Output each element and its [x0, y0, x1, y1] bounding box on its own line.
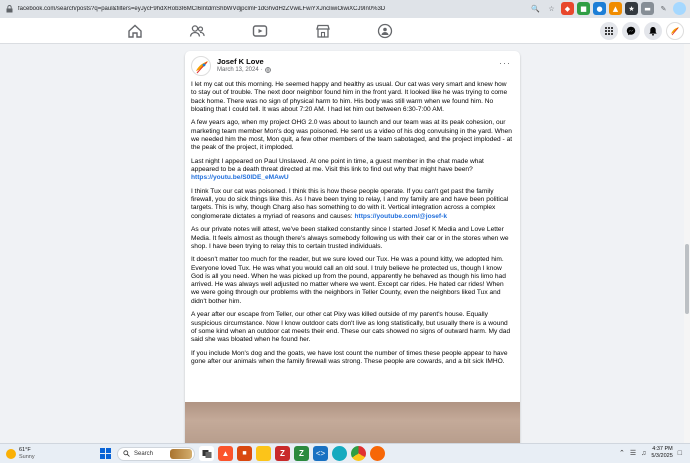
scrollbar-thumb[interactable] [685, 244, 689, 314]
video-icon[interactable] [252, 23, 268, 39]
vscode-icon[interactable]: <> [313, 446, 328, 461]
taskbar-search-box[interactable] [117, 447, 195, 461]
profile-avatar[interactable] [666, 22, 684, 40]
file-explorer-icon[interactable] [256, 446, 271, 461]
marketplace-icon[interactable] [315, 23, 331, 39]
weather-temp: 61°F [19, 447, 31, 453]
post-header [191, 56, 511, 78]
post-paragraph: A few years ago, when my project OHG 2.0 was about to launch and our team was at its peak cohesion, our marketing team member Mon's dog was poisoned. He sent us a video of his dog convulsing in the yard. When we needed him the most, Mon quit, a few other members of the team sabotaged, and the project imploded - at the peak of the project, it imploded. [191, 119, 513, 152]
clock-time: 4:37 PM [652, 446, 673, 452]
clock-date: 5/3/2025 [651, 453, 673, 459]
post-date-text[interactable]: March 13, 2024 [217, 67, 259, 73]
friends-icon[interactable] [189, 23, 205, 39]
globe-icon [265, 67, 271, 73]
facebook-nav-bar [0, 18, 690, 44]
search-extension-icon[interactable]: 🔍 [531, 4, 540, 13]
home-icon[interactable] [127, 23, 143, 39]
post-paragraph: Last night I appeared on Paul Unslaved. At one point in time, a guest member in the chat made what appeared to be a death threat directed at me. Visit this link to find out why that might have been? https://youtu.be/S0lDE_eMAwU [191, 157, 484, 182]
brave-shield-icon[interactable]: ◆ [561, 2, 574, 15]
chrome-browser-icon[interactable] [351, 446, 366, 461]
youtube-channel-link[interactable]: https://youtube.com/@josef-k [354, 212, 447, 220]
post-paragraph: If you include Mon's dog and the goats, we have lost count the number of times these people appear to have gone after our animals when the family firewall was strong. These people are cowards, and a bit sick IMHO. [191, 349, 508, 365]
extension-grey-icon[interactable]: ▬ [641, 2, 654, 15]
post-paragraph: A year after our escape from Teller, our other cat Pixy was killed outside of my parent's house. Equally suspicious circumstance. Now I know outdoor cats don't live as long statistically, but usually there is a wound of some kind when an outdoor cat meets their end. These our cats showed no signs of outward harm. My dad said she was bloated when he found her. [191, 311, 511, 344]
groups-icon[interactable] [377, 23, 393, 39]
app-red-icon[interactable]: ■ [237, 446, 252, 461]
post-author-name[interactable]: Josef K Love [217, 57, 264, 66]
windows-taskbar [0, 443, 690, 463]
extension-green-icon[interactable]: ■ [577, 2, 590, 15]
search-placeholder: Search [134, 450, 154, 457]
volume-icon[interactable]: ♫ [641, 449, 647, 457]
search-icon [123, 450, 130, 457]
wifi-icon[interactable]: ☰ [629, 450, 637, 457]
youtube-video-link[interactable]: https://youtu.be/S0lDE_eMAwU [191, 174, 289, 182]
profile-avatar-icon[interactable] [673, 2, 686, 15]
post-paragraph: I let my cat out this morning. He seemed happy and healthy as usual. Our cat was very smart and knew how to stay out of trouble. The next door neighbor found him in the front yard. It looked like he was trying to come back home. There was no sign of physical harm to him. His body was still warm when we found him. No bloating that I could tell. It was about 7:20 AM. I had let him out between 6:30-7:00 AM. [191, 81, 508, 113]
browser-extensions [529, 2, 686, 15]
firefox-browser-icon[interactable] [370, 446, 385, 461]
extension-dark-icon[interactable]: ★ [625, 2, 638, 15]
weather-desc: Sunny [19, 453, 35, 460]
notifications-bell-icon[interactable] [644, 22, 662, 40]
sun-icon [6, 449, 16, 459]
url-text[interactable]: facebook.com/search/posts?q=paul&filters=eyJycF9hdXRob3I6MCI6IntdmShbWVdjpclmF1dGhvdHzZVwiLFwiYXJncliwiOiwiXCJ9In0%3D [18, 6, 386, 12]
windows-start-icon[interactable] [98, 446, 113, 461]
extension-orange-icon[interactable]: ▲ [609, 2, 622, 15]
author-avatar[interactable] [191, 56, 211, 76]
brave-browser-icon[interactable]: ▲ [218, 446, 233, 461]
notification-center-icon[interactable]: □ [677, 449, 682, 457]
taskbar-apps [98, 446, 385, 461]
extensions-puzzle-icon[interactable]: ✎ [660, 4, 667, 13]
post-date[interactable] [217, 67, 271, 73]
page-scrollbar[interactable] [684, 44, 690, 443]
tray-chevron-icon[interactable]: ⌃ [618, 450, 625, 457]
extension-blue-icon[interactable]: ● [593, 2, 606, 15]
filezilla-icon[interactable]: Z [275, 446, 290, 461]
app-green-icon[interactable]: Z [294, 446, 309, 461]
weather-widget[interactable] [6, 447, 35, 460]
post-paragraph: I think Tux our cat was poisoned. I think this is how these people operate. If you can't get past the family firewall, you do sick things like this. As I have been trying to relay, I and my family are and have been political targets. This is why, though Charg also has something to do with it. Vertical integration across a complex conglomerate dictates a myriad of reasons and causes: https://youtube.com/@josef-k [191, 187, 509, 220]
task-view-icon[interactable] [199, 446, 214, 461]
lock-icon [6, 5, 13, 13]
browser-address-bar[interactable] [0, 0, 690, 18]
post-more-options-button[interactable]: ··· [499, 58, 511, 68]
star-icon[interactable]: ☆ [548, 4, 555, 13]
post-card [185, 51, 520, 463]
menu-grid-icon[interactable] [600, 22, 618, 40]
messenger-icon[interactable] [622, 22, 640, 40]
taskbar-clock[interactable] [651, 446, 672, 460]
post-paragraph: As our private notes will attest, we've been stalked constantly since I started Josef K Media and Love Letter Media. It feels almost as though there's always somebody following us with their car or in the stores when we shop. I have been trying to relay this to certain trusted individuals. [191, 226, 509, 250]
edge-browser-icon[interactable] [332, 446, 347, 461]
date-separator: · [260, 67, 263, 73]
search-highlight-icon [170, 449, 192, 459]
system-tray [619, 446, 682, 460]
post-body [191, 81, 513, 371]
post-paragraph: It doesn't matter too much for the reader, but we sure loved our Tux. He was a pound kitty, we adopted him. Everyone loved Tux. He was what you would call an old soul. I truly believe he protected us, though I know God is all you need. When he was picked up from the pound, apparently he behaved as though his limo had arrived. He was always well adjusted no matter where we went. Except car rides. He hated car rides! When we were going through our problems with the neighbors in Teller County, even the neighbors liked Tux and didn't bother him. [191, 256, 506, 305]
